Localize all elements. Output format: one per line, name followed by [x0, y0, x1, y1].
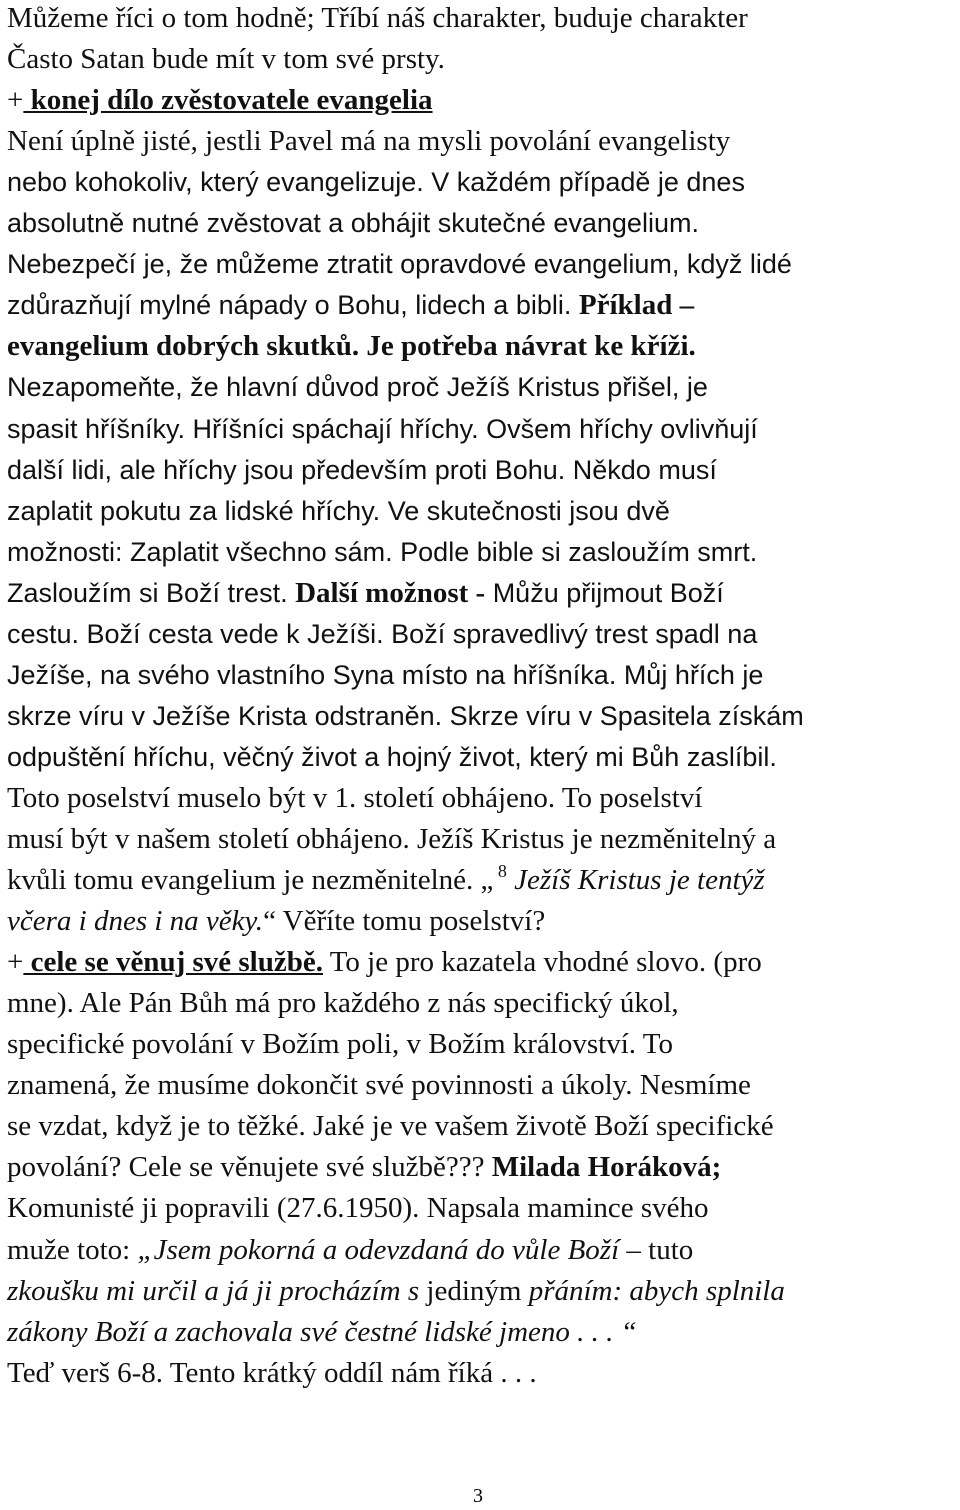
text-run: Můžu přijmout Boží: [485, 577, 724, 608]
text-run: musí být v našem století obhájeno. Ježíš Kristus je nezměnitelný a: [7, 823, 777, 855]
text-run: konej dílo zvěstovatele evangelia: [23, 84, 433, 117]
text-line: [7, 862, 765, 898]
text-run: Další možnost -: [295, 576, 486, 609]
text-line: [7, 369, 708, 405]
text-run: zákony Boží a zachovala své čestné lidské jmeno . . . “: [7, 1315, 637, 1348]
text-run: specifické povolání v Božím poli, v Božím království. To: [7, 1028, 673, 1061]
text-run: Často Satan bude mít v tom své prsty.: [7, 43, 445, 76]
text-line: [7, 821, 776, 857]
text-run: odpuštění hříchu, věčný život a hojný život, který mi Bůh zaslíbil.: [7, 741, 777, 772]
text-run: zaplatit pokutu za lidské hříchy. Ve skutečnosti jsou dvě: [7, 495, 670, 526]
text-line: [7, 903, 545, 939]
text-run: Komunisté ji popravili (27.6.1950). Napsala mamince svého: [7, 1192, 709, 1225]
text-run: absolutně nutné zvěstovat a obhájit skutečné evangelium.: [7, 208, 699, 239]
text-run: jediným: [419, 1274, 529, 1307]
text-run: kvůli tomu evangelium je nezměnitelné.: [7, 864, 481, 897]
text-run: muže toto:: [7, 1233, 138, 1266]
text-run: další lidi, ale hříchy jsou především proti Bohu. Někdo musí: [7, 454, 717, 485]
text-run: zdůrazňují mylné nápady o Bohu, lidech a bibli.: [7, 290, 579, 321]
text-run: cele se věnuj své službě.: [23, 946, 323, 979]
text-run: skrze víru v Ježíše Krista odstraněn. Skrze víru v Spasitela získám: [7, 700, 804, 731]
text-run: Není úplně jisté, jestli Pavel má na mysli povolání evangelisty: [7, 125, 731, 158]
text-run: +: [7, 84, 24, 117]
text-run: znamená, že musíme dokončit své povinnosti a úkoly. Nesmíme: [7, 1069, 751, 1102]
text-run: Příklad –: [578, 289, 695, 322]
text-line: [7, 1232, 693, 1268]
text-run: spasit hříšníky. Hříšníci spáchají hříchy. Ovšem hříchy ovlivňují: [7, 413, 758, 444]
text-line: [7, 164, 745, 200]
text-run: Nezapomeňte, že hlavní důvod proč Ježíš Kristus přišel, je: [7, 372, 708, 403]
text-line: [7, 82, 433, 118]
text-run: se vzdat, když je to těžké. Jaké je ve vašem životě Boží specifické: [7, 1110, 774, 1143]
text-line: [7, 1190, 709, 1226]
text-line: [7, 1273, 785, 1309]
text-run: Můžeme říci o tom hodně; Tříbí náš charakter, buduje charakter: [7, 2, 748, 34]
text-run: nebo kohokoliv, který evangelizuje. V každém případě je dnes: [7, 167, 745, 198]
text-run: zkoušku mi určil a já ji procházím s: [7, 1274, 420, 1307]
text-line: [7, 1355, 537, 1391]
text-run: Ježíš Kristus je tentýž: [506, 864, 765, 897]
text-run: Milada Horáková;: [491, 1151, 722, 1184]
text-line: [7, 1067, 751, 1103]
text-line: [7, 246, 792, 282]
text-line: [7, 411, 758, 447]
text-line: [7, 41, 445, 77]
text-line: [7, 452, 717, 488]
text-line: [7, 616, 757, 652]
text-run: mne). Ale Pán Bůh má pro každého z nás specifický úkol,: [7, 987, 679, 1020]
text-run: “ Věříte tomu poselství?: [263, 905, 546, 938]
text-line: [7, 287, 694, 323]
text-run: povolání? Cele se věnujete své službě???: [7, 1151, 492, 1184]
text-run: Teď verš 6-8. Tento krátký oddíl nám říká . . .: [7, 1356, 537, 1389]
text-run: cestu. Boží cesta vede k Ježíši. Boží spravedlivý trest spadl na: [7, 618, 758, 649]
text-line: [7, 123, 730, 159]
text-run: – tuto: [619, 1233, 694, 1266]
text-run: Zasloužím si Boží trest.: [7, 577, 296, 608]
text-run: 8: [493, 861, 507, 882]
page-number: 3: [473, 1485, 483, 1507]
text-line: [7, 1108, 774, 1144]
text-run: Toto poselství muselo být v 1. století obhájeno. To poselství: [7, 781, 703, 814]
text-line: [7, 698, 804, 734]
text-line: [7, 534, 757, 570]
text-line: [7, 493, 670, 529]
text-line: [7, 1026, 673, 1062]
text-run: „Jsem pokorná a odevzdaná do vůle Boží: [137, 1233, 620, 1266]
text-line: [7, 328, 696, 364]
text-run: včera i dnes i na věky.: [7, 905, 264, 938]
text-line: [7, 944, 762, 980]
text-run: „: [480, 864, 494, 897]
text-run: To je pro kazatela vhodné slovo. (pro: [322, 946, 762, 979]
text-line: [7, 0, 748, 36]
text-run: možnosti: Zaplatit všechno sám. Podle bible si zasloužím smrt.: [7, 536, 758, 567]
text-run: Ježíše, na svého vlastního Syna místo na hříšníka. Můj hřích je: [7, 659, 764, 690]
text-line: [7, 780, 702, 816]
text-run: Nebezpečí je, že můžeme ztratit opravdové evangelium, když lidé: [7, 249, 792, 280]
text-run: evangelium dobrých skutků. Je potřeba návrat ke kříži.: [7, 330, 696, 363]
text-run: +: [7, 946, 24, 979]
text-run: přáním: abych splnila: [528, 1274, 785, 1307]
text-line: [7, 657, 763, 693]
text-line: [7, 739, 777, 775]
text-line: [7, 205, 699, 241]
text-line: [7, 985, 679, 1021]
text-line: [7, 1314, 637, 1350]
text-line: [7, 1149, 721, 1185]
text-line: [7, 575, 724, 611]
